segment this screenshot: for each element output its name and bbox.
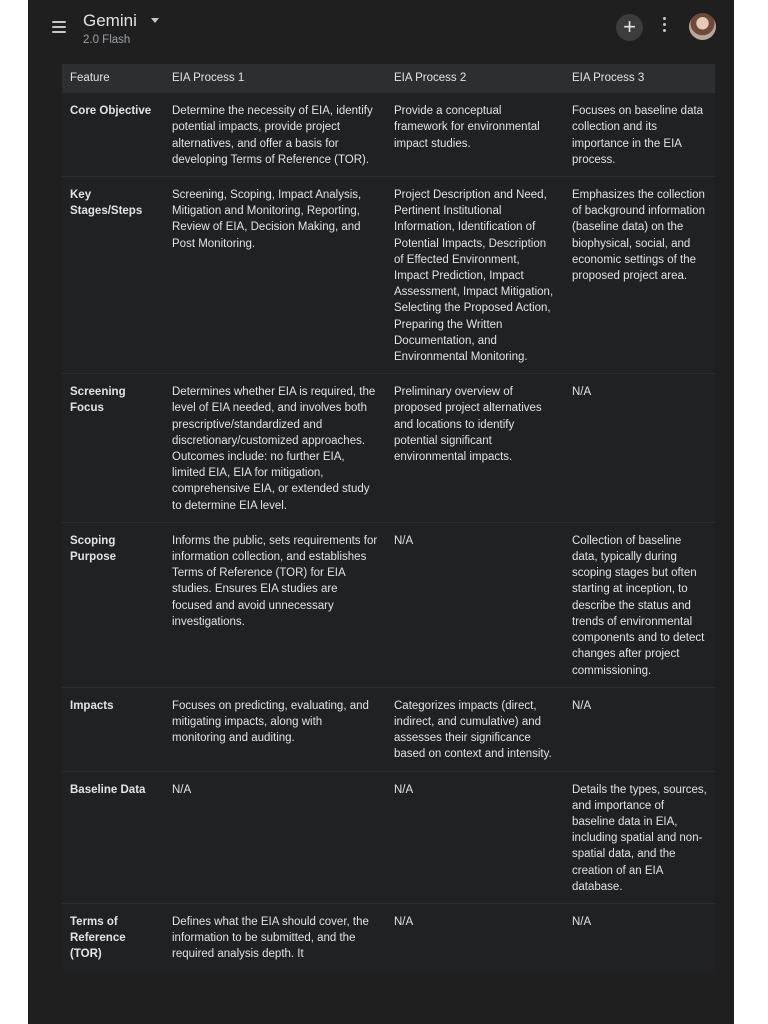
table-cell: Details the types, sources, and importance of baseline data in EIA, including spatial and non-spatial data, and the creation of an EIA database. <box>564 771 715 903</box>
table-cell: Determines whether EIA is required, the level of EIA needed, and involves both prescriptive/standardized and discretionary/customized approaches. Outcomes include: no further EIA, limited EIA, EIA for mitigation, comprehensive EIA, or extended study to determine EIA level. <box>164 374 386 523</box>
column-header: EIA Process 1 <box>164 64 386 93</box>
table-cell: N/A <box>386 522 564 687</box>
table-cell: Preliminary overview of proposed project alternatives and locations to identify potential significant environmental impacts. <box>386 374 564 523</box>
table-cell: Emphasizes the collection of background information (baseline data) on the biophysical, social, and economic settings of the proposed project area. <box>564 177 715 374</box>
table-cell: Collection of baseline data, typically during scoping stages but often starting at inception, to describe the status and trends of environmental components and to detect changes after project commissioning. <box>564 522 715 687</box>
more-options-icon[interactable] <box>660 17 668 37</box>
table-cell: N/A <box>386 771 564 903</box>
table-cell: N/A <box>386 903 564 970</box>
hamburger-menu-icon[interactable] <box>52 21 66 33</box>
column-header: Feature <box>62 64 164 93</box>
table-cell: Provide a conceptual framework for environmental impact studies. <box>386 93 564 177</box>
table-cell: N/A <box>564 903 715 970</box>
column-header: EIA Process 3 <box>564 64 715 93</box>
table-cell: Project Description and Need, Pertinent Institutional Information, Identification of Potential Impacts, Description of Effected Environment, Impact Prediction, Impact Assessment, Impact Mitigation, Selecting the Proposed Action, Preparing the Written Documentation, and Environmental Monitoring. <box>386 177 564 374</box>
chat-window <box>28 0 734 1024</box>
feature-cell: Core Objective <box>62 93 164 177</box>
feature-cell: Screening Focus <box>62 374 164 523</box>
top-bar <box>28 0 734 58</box>
table-cell: Defines what the EIA should cover, the information to be submitted, and the required analysis depth. It <box>164 903 386 970</box>
table-row <box>62 93 715 177</box>
feature-cell: Terms of Reference (TOR) <box>62 903 164 970</box>
table-row <box>62 771 715 903</box>
table-row <box>62 687 715 771</box>
table-row <box>62 177 715 374</box>
feature-cell: Scoping Purpose <box>62 522 164 687</box>
table-cell: N/A <box>164 771 386 903</box>
table-row <box>62 374 715 523</box>
table-cell: Focuses on baseline data collection and its importance in the EIA process. <box>564 93 715 177</box>
model-name: 2.0 Flash <box>83 34 131 46</box>
table-cell: Categorizes impacts (direct, indirect, and cumulative) and assesses their significance based on context and intensity. <box>386 687 564 771</box>
column-header: EIA Process 2 <box>386 64 564 93</box>
table-cell: N/A <box>564 687 715 771</box>
table-row <box>62 903 715 970</box>
feature-cell: Baseline Data <box>62 771 164 903</box>
table-cell: N/A <box>564 374 715 523</box>
table-cell: Screening, Scoping, Impact Analysis, Mitigation and Monitoring, Reporting, Review of EIA, Decision Making, and Post Monitoring. <box>164 177 386 374</box>
feature-cell: Impacts <box>62 687 164 771</box>
feature-cell: Key Stages/Steps <box>62 177 164 374</box>
comparison-table <box>62 64 715 971</box>
avatar[interactable] <box>689 13 716 40</box>
table-cell: Focuses on predicting, evaluating, and mitigating impacts, along with monitoring and auditing. <box>164 687 386 771</box>
comparison-table-container <box>62 64 715 971</box>
table-cell: Informs the public, sets requirements for information collection, and establishes Terms of Reference (TOR) for EIA studies. Ensures EIA studies are focused and avoid unnecessary investigations. <box>164 522 386 687</box>
new-chat-button[interactable]: + <box>616 14 643 41</box>
table-header-row <box>62 64 715 93</box>
model-dropdown-caret-icon[interactable] <box>151 18 159 23</box>
table-row <box>62 522 715 687</box>
table-cell: Determine the necessity of EIA, identify potential impacts, provide project alternatives, and offer a basis for developing Terms of Reference (TOR). <box>164 93 386 177</box>
app-title: Gemini <box>83 11 137 30</box>
